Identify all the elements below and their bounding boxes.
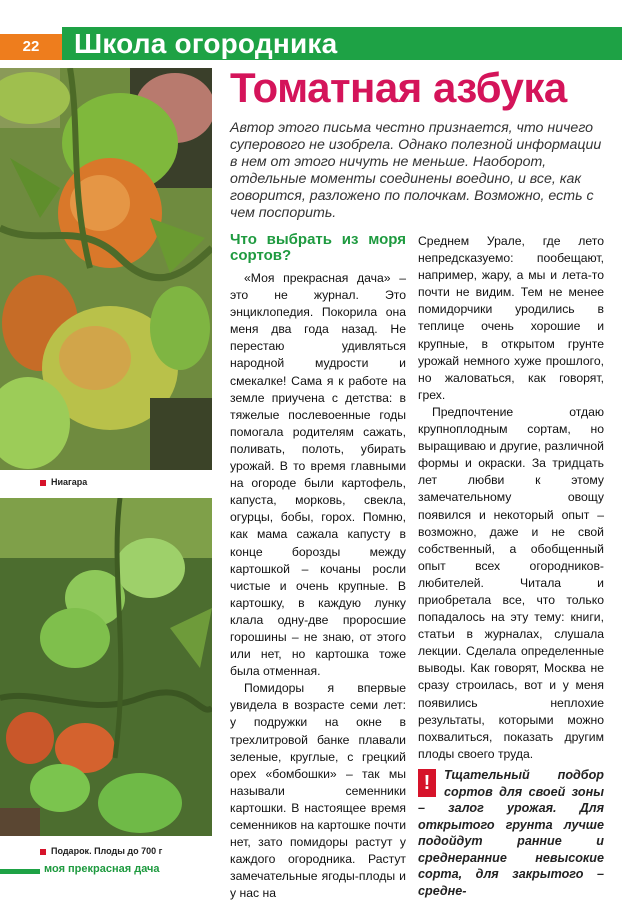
text-column-1 [230, 232, 406, 902]
tomato-photo-niagara [0, 68, 212, 470]
caption-marker [40, 849, 46, 855]
text-column-2 [418, 233, 604, 900]
article-lead: Автор этого письма честно признается, что ничего суперового не изобрела. Однако полезной информации в нем от этого ничуть не меньше. Наоборот, отдельные моменты соединены воедино, и все, как говорится, разложено по полочкам. Возможно, есть с чем поспорить. [230, 120, 602, 221]
page-number: 22 [0, 34, 62, 60]
paragraph: Предпочтение отдаю крупноплодным сортам, но выращиваю и другие, различной формы и окраски. За тридцать лет любви к этому замечательному овощу появился и некоторый опыт – возможно, даже и не свой собственный, а обобщенный опыт всех огородников-любителей. Читала и приобретала все, что только попадалось на эту тему: книги, статьи в журналах, слушала лекции. Сделала определенные выводы. Как говорят, Москва не сразу строилась, вот и у меня появились неплохие результаты, которыми можно похвалиться, показать другим плоды своего труда. [418, 404, 604, 761]
photo-caption-1: Ниагара [40, 477, 87, 487]
section-title: Школа огородника [74, 28, 338, 59]
paragraph: Среднем Урале, где лето непредсказуемо: пообещают, например, жару, а мы и лета-то почти не видим. Тем не менее помидорчики уродились в теплице очень хорошие и крупные, в открытом грунте урожай немного хуже прошлого, но жаловаться, как говорят, грех. [418, 234, 604, 402]
photo-caption-2: Подарок. Плоды до 700 г [40, 846, 162, 856]
footer-bar [0, 869, 40, 874]
tip-box [418, 767, 604, 900]
paragraph: «Моя прекрасная дача» – это не журнал. Это энциклопедия. Покорила она меня два года назад. Не перестаю удивляться народной мудрости и смекалке! Сама я к работе на земле приучена с детства: в тяжелые послевоенные годы помогала родителям сажать, поливать, полоть, убирать урожай. В то время главными на огороде были картофель, капуста, морковь, свекла, огурцы, бобы, горох. Помню, как мама сажала капусту в конце борозды между картошкой – кочаны росли чистые и очень крупные. В картошку, в каждую лунку клала одну-две проросшие горошины – не знаю, от этого или нет, но картошка тоже была отменная. [230, 271, 406, 679]
caption-marker [40, 480, 46, 486]
article-title: Томатная азбука [230, 64, 567, 111]
exclamation-icon: ! [418, 769, 436, 797]
magazine-name: моя прекрасная дача [44, 863, 160, 875]
tomato-photo-podarok [0, 498, 212, 836]
tip-text: Тщательный подбор сортов для своей зоны – залог урожая. Для открытого грунта лучше подойдут ранние и среднеранние невысокие сорта, для закрытого – средне- [418, 767, 604, 899]
article-subheading: Что выбрать из моря сортов? [230, 231, 406, 264]
paragraph: Помидоры я впервые увидела в возрасте семи лет: у подружки на окне в трехлитровой банке плавали зеленые, круглые, с грецкий орех «бомбошки» – так мы называли семенники картошки. В настоящее время семенников на картошке почти нет, зато помидоры растут у каждого огородника. Растут замечательные ягоды-плоды и у нас на [230, 681, 406, 901]
